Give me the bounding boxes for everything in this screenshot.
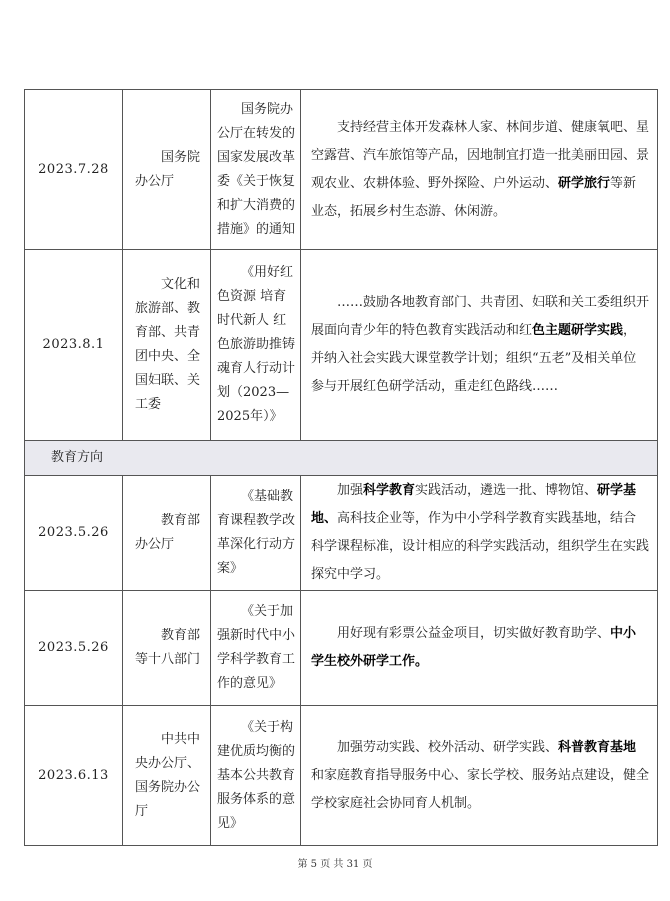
policy-table — [24, 89, 658, 846]
table-row — [25, 476, 658, 591]
section-title: 教育方向 — [25, 441, 658, 476]
table-row — [25, 250, 658, 441]
document-title-cell: 《关于构建优质均衡的基本公共教育服务体系的意见》 — [211, 706, 301, 846]
document-title-cell: 《基础教育课程教学改革深化行动方案》 — [211, 476, 301, 591]
dept-cell: 国务院办公厅 — [123, 90, 211, 250]
content-cell: 支持经营主体开发森林人家、林间步道、健康氧吧、星空露营、汽车旅馆等产品，因地制宜打造一批美丽田园、景观农业、农耕体验、野外探险、户外运动、研学旅行等新业态，拓展乡村生态游、休闲游。 — [301, 90, 658, 250]
content-cell: ……鼓励各地教育部门、共青团、妇联和关工委组织开展面向青少年的特色教育实践活动和红色主题研学实践，并纳入社会实践大课堂教学计划；组织“五老”及相关单位参与开展红色研学活动，重走红色路线…… — [301, 250, 658, 441]
document-title-cell: 《关于加强新时代中小学科学教育工作的意见》 — [211, 591, 301, 706]
policy-table-page — [24, 89, 657, 846]
table-row — [25, 591, 658, 706]
date-cell: 2023.6.13 — [25, 706, 123, 846]
section-header-row — [25, 441, 658, 476]
date-cell: 2023.7.28 — [25, 90, 123, 250]
dept-cell: 教育部等十八部门 — [123, 591, 211, 706]
dept-cell: 文化和旅游部、教育部、共青团中央、全国妇联、关工委 — [123, 250, 211, 441]
dept-cell: 中共中央办公厅、国务院办公厅 — [123, 706, 211, 846]
dept-cell: 教育部办公厅 — [123, 476, 211, 591]
table-row — [25, 90, 658, 250]
date-cell: 2023.5.26 — [25, 476, 123, 591]
date-cell: 2023.5.26 — [25, 591, 123, 706]
content-cell: 用好现有彩票公益金项目，切实做好教育助学、中小学生校外研学工作。 — [301, 591, 658, 706]
date-cell: 2023.8.1 — [25, 250, 123, 441]
content-cell: 加强科学教育实践活动，遴选一批、博物馆、研学基地、高科技企业等，作为中小学科学教育实践基地，结合科学课程标准，设计相应的科学实践活动，组织学生在实践探究中学习。 — [301, 476, 658, 591]
table-row — [25, 706, 658, 846]
document-title-cell: 《用好红色资源 培育时代新人 红色旅游助推铸魂育人行动计划（2023—2025年）》 — [211, 250, 301, 441]
document-title-cell: 国务院办公厅在转发的国家发展改革委《关于恢复和扩大消费的措施》的通知 — [211, 90, 301, 250]
content-cell: 加强劳动实践、校外活动、研学实践、科普教育基地和家庭教育指导服务中心、家长学校、服务站点建设，健全学校家庭社会协同育人机制。 — [301, 706, 658, 846]
page-footer: 第 5 页 共 31 页 — [297, 859, 373, 870]
